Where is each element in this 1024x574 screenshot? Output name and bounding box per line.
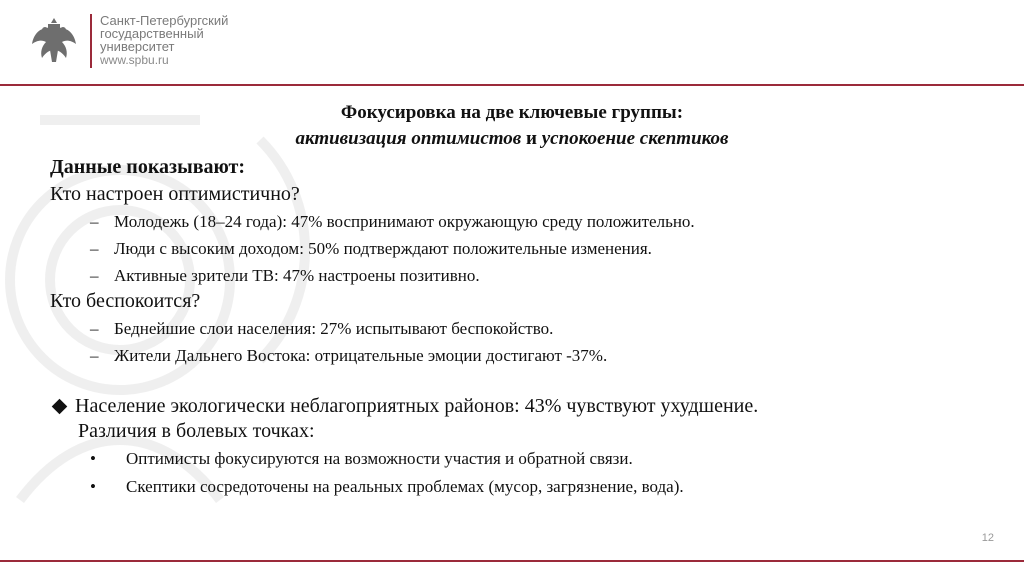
list-item: – Беднейшие слои населения: 27% испытывают беспокойство. [90, 315, 607, 342]
differences-label: Различия в болевых точках: [78, 420, 315, 442]
optimistic-list [90, 208, 695, 289]
double-headed-eagle-emblem-icon [28, 14, 80, 66]
university-name-line-1: Санкт-Петербургский [100, 13, 229, 28]
question-optimistic: Кто настроен оптимистично? [50, 183, 300, 205]
list-item: – Жители Дальнего Востока: отрицательные эмоции достигают -37%. [90, 342, 607, 369]
university-website[interactable]: www.spbu.ru [100, 53, 169, 67]
university-name [100, 14, 228, 67]
subtitle-part-2: успокоение скептиков [541, 128, 729, 149]
list-item: – Молодежь (18–24 года): 47% воспринимают окружающую среду положительно. [90, 208, 695, 235]
subtitle-part-1: активизация оптимистов [295, 128, 522, 149]
worried-list [90, 315, 607, 369]
question-worried: Кто беспокоится? [50, 290, 201, 312]
slide-title: Фокусировка на две ключевые группы: [340, 102, 684, 123]
diamond-bullet-icon [52, 399, 68, 415]
page-number: 12 [981, 532, 994, 544]
university-name-line-3: университет [100, 39, 175, 54]
subtitle-conjunction: и [521, 128, 542, 149]
lead-heading: Данные показывают: [50, 156, 245, 178]
header-divider [0, 84, 1024, 86]
logo-divider [90, 14, 92, 68]
list-item: • Оптимисты фокусируются на возможности участия и обратной связи. [90, 445, 684, 473]
differences-list [90, 445, 684, 501]
list-item: – Активные зрители ТВ: 47% настроены позитивно. [90, 262, 695, 289]
diamond-item-text: Население экологически неблагоприятных районов: 43% чувствуют ухудшение. [75, 395, 759, 417]
footer-divider [0, 560, 1024, 562]
list-item: • Скептики сосредоточены на реальных проблемах (мусор, загрязнение, вода). [90, 473, 684, 501]
slide-subtitle [0, 128, 1024, 150]
university-logo[interactable] [28, 14, 228, 74]
university-name-line-2: государственный [100, 26, 204, 41]
list-item: – Люди с высоким доходом: 50% подтверждают положительные изменения. [90, 235, 695, 262]
diamond-bullet-item [52, 395, 758, 418]
